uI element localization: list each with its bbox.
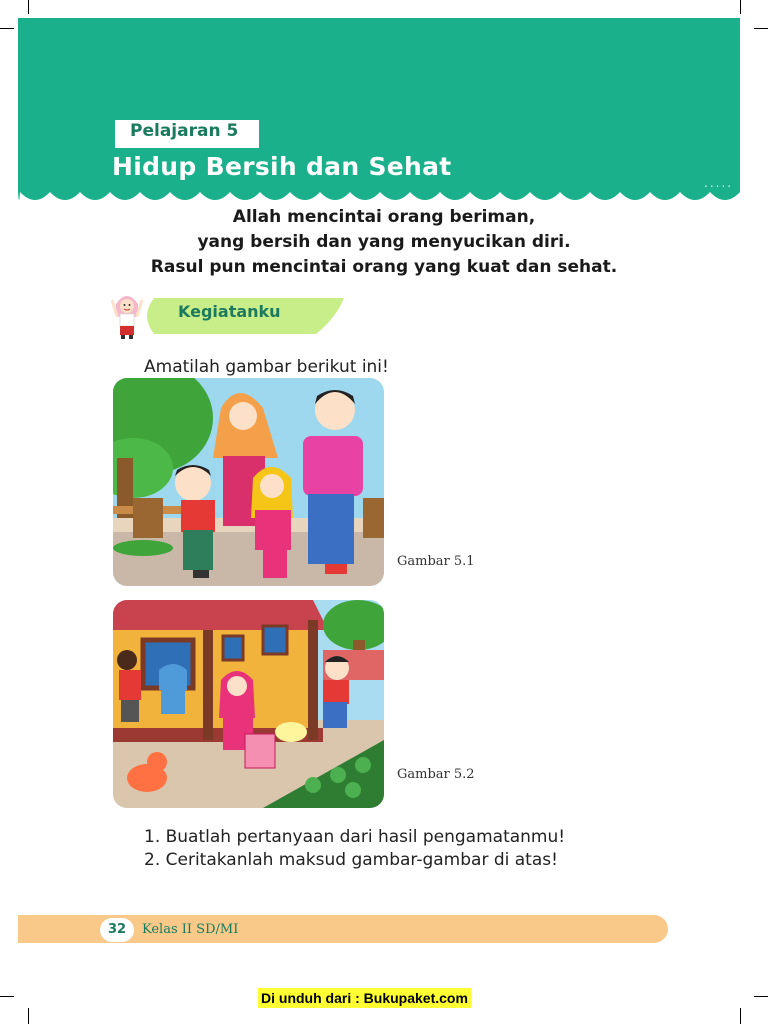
crop-mark (754, 996, 768, 997)
instruction-text: Amatilah gambar berikut ini! (144, 357, 389, 377)
chapter-title: Hidup Bersih dan Sehat (112, 152, 452, 181)
crop-mark (740, 0, 741, 14)
class-label: Kelas II SD/MI (142, 922, 239, 937)
list-item: 1. Buatlah pertanyaan dari hasil pengamatanmu! (144, 827, 566, 847)
quote-line: Rasul pun mencintai orang yang kuat dan sehat. (150, 257, 618, 277)
lesson-label: Pelajaran 5 (130, 121, 239, 141)
page-number: 32 (100, 918, 134, 942)
task-list (144, 826, 565, 872)
family-walking-illustration (113, 378, 384, 586)
download-note[interactable]: Di unduh dari : Bukupaket.com (258, 988, 471, 1008)
figure-caption: Gambar 5.1 (397, 554, 475, 569)
girl-mascot-icon (110, 290, 144, 340)
crop-mark (0, 996, 14, 997)
list-item: 2. Ceritakanlah maksud gambar-gambar di atas! (144, 850, 558, 870)
crop-mark (28, 1008, 29, 1024)
activity-label: Kegiatanku (178, 302, 281, 321)
quote-line: yang bersih dan yang menyucikan diri. (197, 232, 571, 252)
figure-caption: Gambar 5.2 (397, 767, 475, 782)
header-dots: ..... (704, 176, 734, 190)
crop-mark (0, 28, 14, 29)
crop-mark (754, 28, 768, 29)
crop-mark (28, 0, 29, 14)
crop-mark (740, 1008, 741, 1024)
quote-line: Allah mencintai orang beriman, (232, 207, 536, 227)
opening-quote (0, 205, 768, 280)
children-cleaning-illustration (113, 600, 384, 808)
